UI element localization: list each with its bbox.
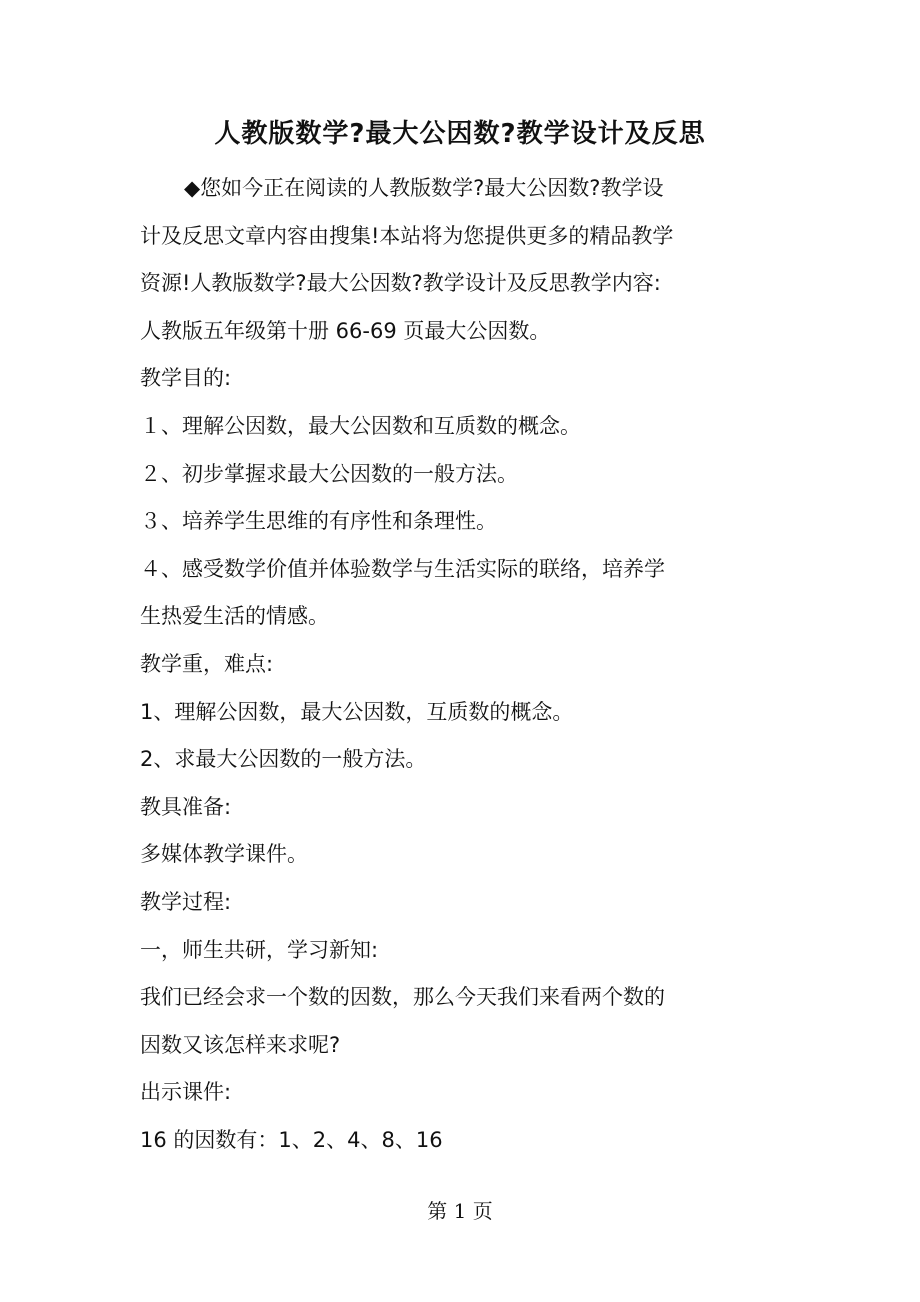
page-number: 第 1 页 [427,1199,493,1223]
section-heading: 教学重，难点: [140,651,274,676]
section-heading: 教学过程: [140,889,232,914]
paragraph-line: 多媒体教学课件。 [140,842,308,867]
list-item: 1、理解公因数，最大公因数，互质数的概念。 [140,699,574,724]
list-item: 2、求最大公因数的一般方法。 [140,747,427,772]
paragraph-line: 出示课件: [140,1080,232,1105]
list-item-continuation: 生热爱生活的情感。 [140,604,329,629]
subsection-heading: 一，师生共研，学习新知: [140,937,379,962]
document-body [140,165,790,1164]
paragraph-line: 16 的因数有：1、2、4、8、16 [140,1127,443,1152]
list-item: １、理解公因数，最大公因数和互质数的概念。 [140,413,581,438]
paragraph-line: 资源!人教版数学?最大公因数?教学设计及反思教学内容: [140,271,661,296]
list-item: ３、培养学生思维的有序性和条理性。 [140,509,497,534]
paragraph-line: ◆您如今正在阅读的人教版数学?最大公因数?教学设 [184,176,664,200]
list-item: ２、初步掌握求最大公因数的一般方法。 [140,461,518,486]
list-item: ４、感受数学价值并体验数学与生活实际的联络，培养学 [140,556,665,581]
section-heading: 教学目的: [140,366,232,391]
section-heading: 教具准备: [140,794,232,819]
paragraph-line: 计及反思文章内容由搜集!本站将为您提供更多的精品教学 [140,223,674,248]
document-title: 人教版数学?最大公因数?教学设计及反思 [214,119,706,149]
paragraph-line: 人教版五年级第十册 66-69 页最大公因数。 [140,318,551,343]
paragraph-line: 我们已经会求一个数的因数，那么今天我们来看两个数的 [140,985,665,1010]
paragraph-line: 因数又该怎样来求呢? [140,1032,341,1057]
